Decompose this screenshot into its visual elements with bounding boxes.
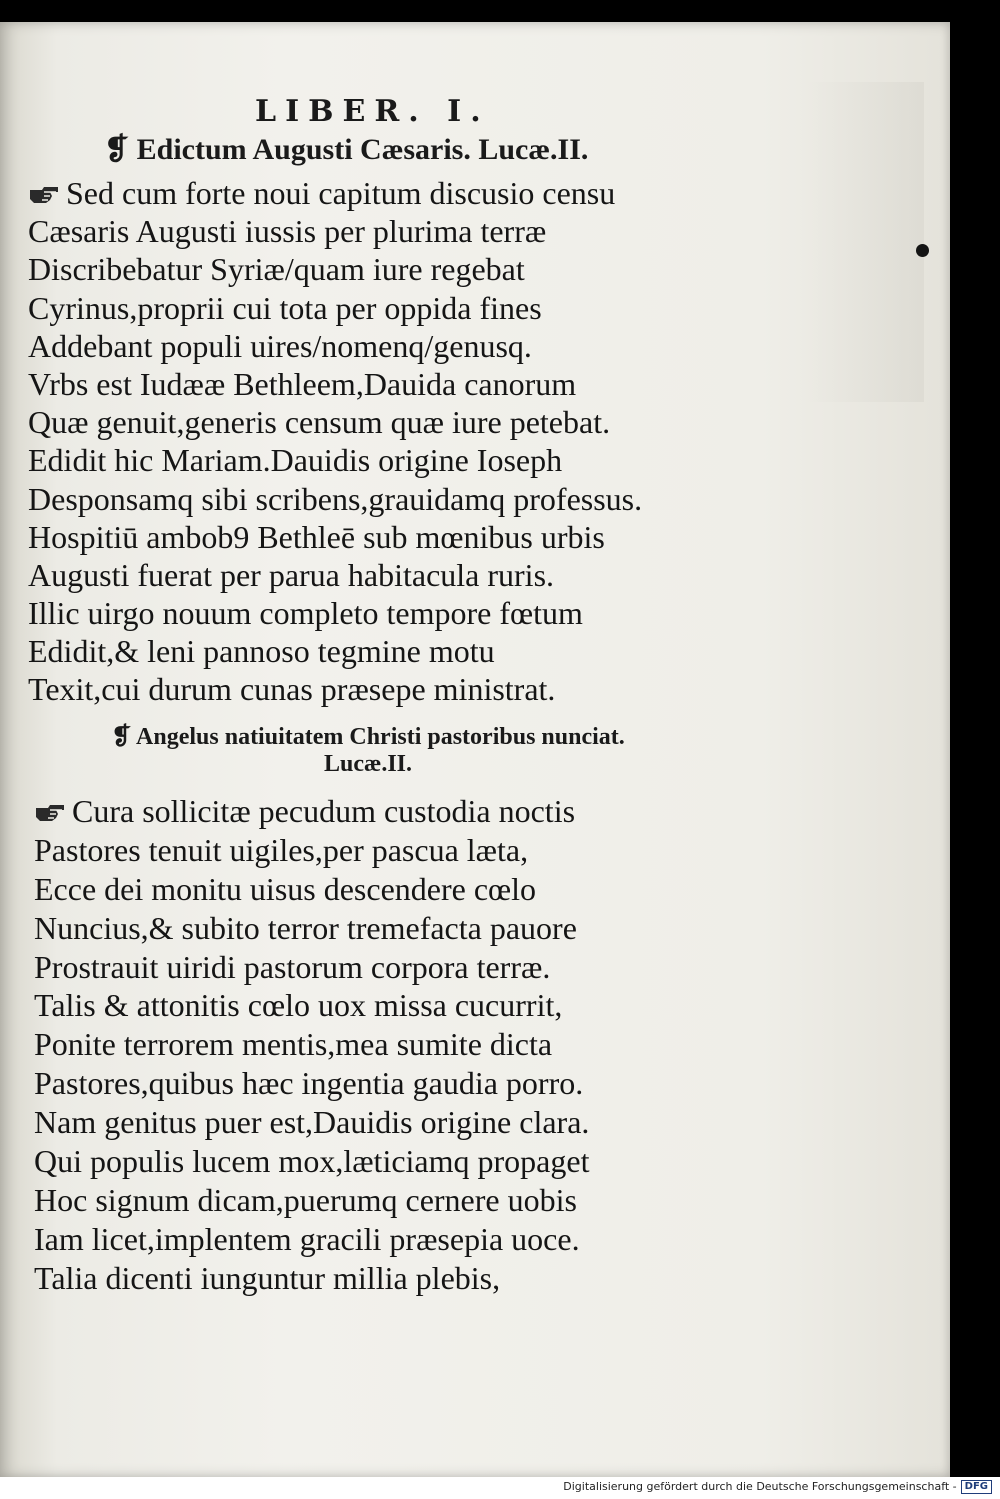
verse-line: Iam licet,implentem gracili præsepia uoce.: [34, 1220, 580, 1257]
verse-line: Edidit,& leni pannoso tegmine motu: [28, 633, 495, 670]
verse-line: Ecce dei monitu uisus descendere cœlo: [34, 870, 537, 907]
verse-line: Hoc signum dicam,puerumq cernere uobis: [34, 1181, 577, 1218]
funding-credit: [563, 1480, 992, 1494]
verse-list-edictum: [28, 174, 642, 709]
verse-line: Talis & attonitis cœlo uox missa cucurrit,: [34, 987, 563, 1024]
show-through-shadow: [804, 82, 924, 402]
verse-line: Nam genitus puer est,Dauidis origine clara.: [34, 1104, 590, 1141]
credit-text: Digitalisierung gefördert durch die Deutsche Forschungsgemeinschaft -: [563, 1480, 957, 1493]
verse-line: Cæsaris Augusti iussis per plurima terræ: [28, 213, 547, 250]
verse-line: Nuncius,& subito terror tremefacta pauore: [34, 909, 577, 946]
pointing-hand-icon: [28, 184, 62, 206]
verse-line: Prostrauit uiridi pastorum corpora terræ.: [34, 948, 551, 985]
verse-line: Discribebatur Syriæ/quam iure regebat: [28, 251, 525, 288]
verse-line: Desponsamq sibi scribens,grauidamq professus.: [28, 480, 643, 517]
verse-text: Cura sollicitæ pecudum custodia noctis: [72, 793, 576, 829]
ink-dot: [916, 244, 929, 257]
verse-line: Augusti fuerat per parua habitacula ruris.: [28, 556, 555, 593]
verse-line: [28, 174, 642, 212]
verse-line: Pastores,quibus hæc ingentia gaudia porro.: [34, 1065, 584, 1102]
verse-line: Texit,cui durum cunas præsepe ministrat.: [28, 671, 556, 708]
verse-line: Hospitiū ambob9 Bethleē sub mœnibus urbis: [28, 518, 605, 555]
verse-text: Sed cum forte noui capitum discusio censu: [66, 175, 616, 211]
running-head: LIBER. I.: [255, 94, 490, 129]
footer-bar: [0, 1477, 1000, 1499]
verse-line: Illic uirgo nouum completo tempore fœtum: [28, 595, 583, 632]
dfg-logo[interactable]: DFG: [961, 1480, 992, 1494]
verse-line: [34, 792, 589, 831]
verse-line: Talia dicenti iunguntur millia plebis,: [34, 1259, 501, 1296]
verse-line: Qui populis lucem mox,læticiamq propaget: [34, 1143, 590, 1180]
section-heading-edictum: [104, 132, 588, 167]
section-heading-text: Edictum Augusti Cæsaris. Lucæ.II.: [136, 133, 589, 166]
verse-line: Vrbs est Iudææ Bethleem,Dauida canorum: [28, 365, 577, 402]
verse-line: Edidit hic Mariam.Dauidis origine Ioseph: [28, 442, 563, 479]
section-heading-angelus: [108, 724, 628, 778]
verse-line: Quæ genuit,generis censum quæ iure petebat.: [28, 404, 611, 441]
verse-line: Addebant populi uires/nomenq/genusq.: [28, 327, 532, 364]
pointing-hand-icon: [34, 802, 68, 824]
verse-line: Ponite terrorem mentis,mea sumite dicta: [34, 1026, 553, 1063]
pilcrow-icon: ❡: [111, 724, 137, 750]
scanned-page: [0, 22, 950, 1477]
pilcrow-icon: ❡: [104, 133, 137, 166]
section-heading-text: Angelus natiuitatem Christi pastoribus nunciat. Lucæ.II.: [136, 724, 625, 777]
verse-line: Cyrinus,proprii cui tota per oppida fines: [28, 289, 542, 326]
verse-list-angelus: [34, 792, 589, 1298]
verse-line: Pastores tenuit uigiles,per pascua læta,: [34, 831, 529, 868]
